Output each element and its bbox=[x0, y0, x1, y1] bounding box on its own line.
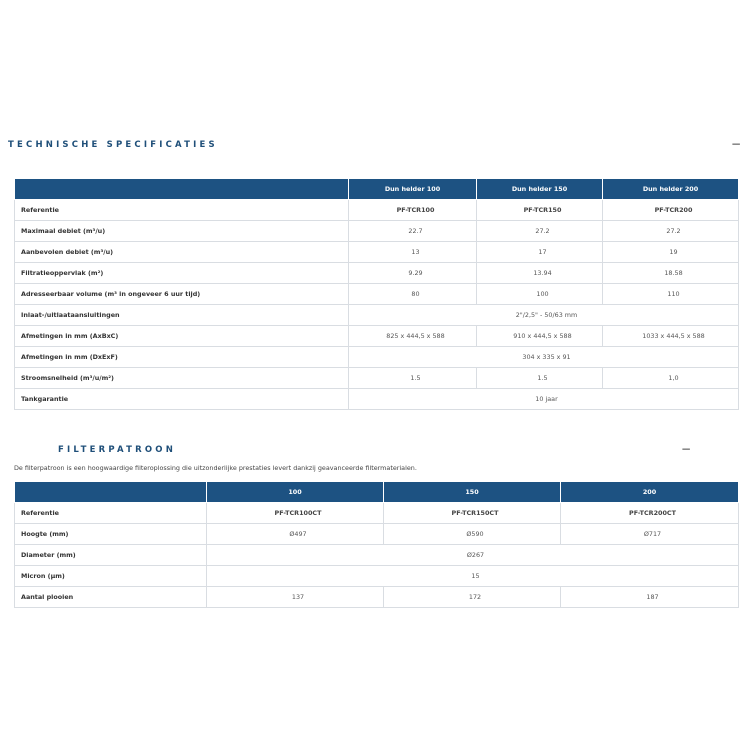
table-header-row bbox=[15, 482, 739, 503]
table-row bbox=[15, 368, 739, 389]
table-cell: 137 bbox=[207, 587, 384, 608]
table-cell-merged: 304 x 335 x 91 bbox=[349, 347, 739, 368]
column-header: Dun helder 150 bbox=[477, 179, 603, 200]
row-label: Hoogte (mm) bbox=[15, 524, 207, 545]
column-header: 200 bbox=[561, 482, 739, 503]
filterpatroon-table bbox=[14, 481, 739, 608]
table-row bbox=[15, 305, 739, 326]
column-header: Dun helder 100 bbox=[349, 179, 477, 200]
row-label: Adresseerbaar volume (m³ in ongeveer 6 uur tijd) bbox=[15, 284, 349, 305]
table-cell: 825 x 444,5 x 588 bbox=[349, 326, 477, 347]
table-cell: 27.2 bbox=[477, 221, 603, 242]
table-cell: 1,0 bbox=[603, 368, 739, 389]
table-row bbox=[15, 263, 739, 284]
row-label: Afmetingen in mm (AxBxC) bbox=[15, 326, 349, 347]
table-cell: 19 bbox=[603, 242, 739, 263]
table-cell: 1033 x 444,5 x 588 bbox=[603, 326, 739, 347]
collapse-toggle-filterpatroon[interactable]: − bbox=[681, 442, 692, 456]
table-cell: Ø717 bbox=[561, 524, 739, 545]
table-row bbox=[15, 347, 739, 368]
table-cell: 1.5 bbox=[349, 368, 477, 389]
column-header: Dun helder 200 bbox=[603, 179, 739, 200]
table-cell: 9.29 bbox=[349, 263, 477, 284]
table-cell: 13 bbox=[349, 242, 477, 263]
column-header: 100 bbox=[207, 482, 384, 503]
table-cell: Ø497 bbox=[207, 524, 384, 545]
row-label: Inlaat-/uitlaataansluitingen bbox=[15, 305, 349, 326]
table-cell: 27.2 bbox=[603, 221, 739, 242]
row-label: Aanbevolen debiet (m³/u) bbox=[15, 242, 349, 263]
table-cell: 110 bbox=[603, 284, 739, 305]
section-title-filterpatroon: FILTERPATROON bbox=[58, 445, 177, 455]
table-cell: 18.58 bbox=[603, 263, 739, 284]
table-row bbox=[15, 503, 739, 524]
table-row bbox=[15, 587, 739, 608]
table-cell: 13.94 bbox=[477, 263, 603, 284]
table-cell: PF-TCR200 bbox=[603, 200, 739, 221]
table-cell: 172 bbox=[384, 587, 561, 608]
table-cell: 17 bbox=[477, 242, 603, 263]
table-row bbox=[15, 326, 739, 347]
table-cell: 187 bbox=[561, 587, 739, 608]
table-row bbox=[15, 200, 739, 221]
table-row bbox=[15, 545, 739, 566]
specs-table bbox=[14, 178, 739, 410]
table-cell: PF-TCR200CT bbox=[561, 503, 739, 524]
table-row bbox=[15, 524, 739, 545]
table-cell: 22.7 bbox=[349, 221, 477, 242]
row-label: Maximaal debiet (m³/u) bbox=[15, 221, 349, 242]
intro-text: De filterpatroon is een hoogwaardige filteroplossing die uitzonderlijke prestaties levert dankzij geavanceerde filtermaterialen. bbox=[14, 464, 417, 472]
table-cell: PF-TCR150CT bbox=[384, 503, 561, 524]
table-row bbox=[15, 221, 739, 242]
table-row bbox=[15, 566, 739, 587]
row-label: Afmetingen in mm (DxExF) bbox=[15, 347, 349, 368]
header-blank-cell bbox=[15, 179, 349, 200]
table-row bbox=[15, 389, 739, 410]
table-row bbox=[15, 284, 739, 305]
table-cell-merged: 2"/2,5" - 50/63 mm bbox=[349, 305, 739, 326]
table-cell: PF-TCR150 bbox=[477, 200, 603, 221]
row-label: Filtratieoppervlak (m²) bbox=[15, 263, 349, 284]
table-cell: 910 x 444,5 x 588 bbox=[477, 326, 603, 347]
header-blank-cell bbox=[15, 482, 207, 503]
row-label: Micron (µm) bbox=[15, 566, 207, 587]
table-cell: 80 bbox=[349, 284, 477, 305]
section-title-technische-specificaties: TECHNISCHE SPECIFICATIES bbox=[8, 140, 218, 150]
table-cell: PF-TCR100CT bbox=[207, 503, 384, 524]
table-header-row bbox=[15, 179, 739, 200]
table-cell-merged: Ø267 bbox=[207, 545, 739, 566]
collapse-toggle-specs[interactable]: − bbox=[731, 137, 742, 151]
row-label: Diameter (mm) bbox=[15, 545, 207, 566]
row-label: Stroomsnelheid (m³/u/m²) bbox=[15, 368, 349, 389]
table-cell-merged: 15 bbox=[207, 566, 739, 587]
table-row bbox=[15, 242, 739, 263]
row-label: Aantal plooien bbox=[15, 587, 207, 608]
row-label: Referentie bbox=[15, 200, 349, 221]
column-header: 150 bbox=[384, 482, 561, 503]
row-label: Tankgarantie bbox=[15, 389, 349, 410]
table-cell: 1.5 bbox=[477, 368, 603, 389]
table-cell-merged: 10 jaar bbox=[349, 389, 739, 410]
row-label: Referentie bbox=[15, 503, 207, 524]
table-cell: Ø590 bbox=[384, 524, 561, 545]
table-cell: 100 bbox=[477, 284, 603, 305]
table-cell: PF-TCR100 bbox=[349, 200, 477, 221]
